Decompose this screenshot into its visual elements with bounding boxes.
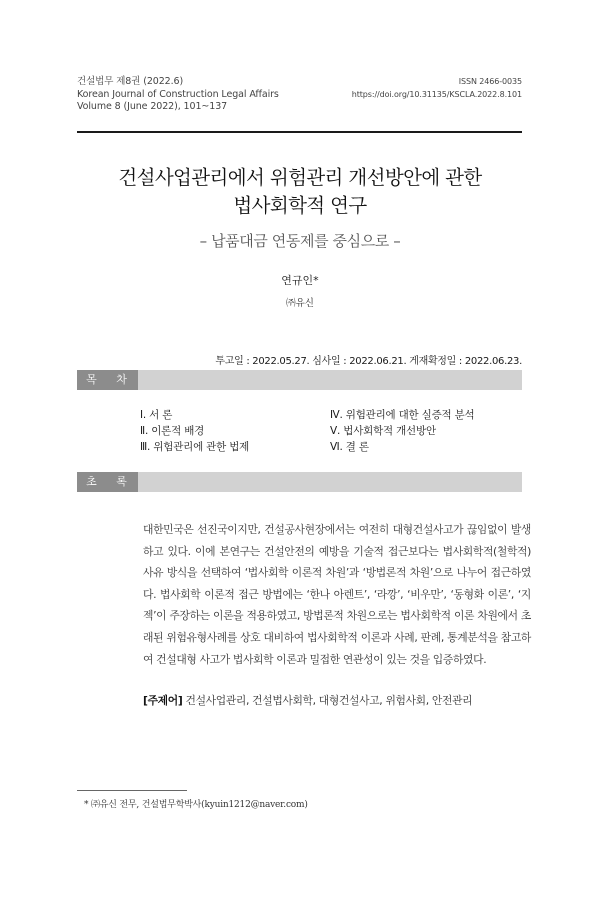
paper-title-line2: 법사회학적 연구 xyxy=(233,194,367,217)
issn: ISSN 2466-0035 xyxy=(458,77,522,86)
journal-name-ko: 건설법무 제8권 (2022.6) xyxy=(77,76,184,87)
keywords-label: [주제어] xyxy=(143,694,183,707)
toc-item: Ⅲ. 위험관리에 관한 법제 xyxy=(140,441,250,453)
abstract-text: 대한민국은 선진국이지만, 건설공사현장에서는 여전히 대형건설사고가 끊임없이 발생하고 있다. 이에 본연구는 건설안전의 예방을 기술적 접근보다는 법사회학적(철학적) 사유 방식을 선택하여 ‘법사회학 이론적 차원’과 ‘방법론적 차원’으로 나누어 접근하였다. 법사회학 이론적 접근 방법에는 ‘한나 아렌트’, ‘라깡’, ‘비우만’, ‘동형화 이론’, ‘지젝’이 주장하는 이론을 적용하였고, 방법론적 차원으로는 법사회학적 이론 차원에서 초래된 위험유형사례를 상호 대비하여 법사회학적 이론과 사례, 판례, 통계분석을 참고하여 건설대형 사고가 법사회학 이론과 밀접한 연관성이 있는 것을 입증하였다. xyxy=(143,523,531,666)
footnote-rule xyxy=(77,790,187,791)
journal-identifiers xyxy=(352,76,522,101)
abstract-header-bar xyxy=(77,472,522,492)
toc-header-bar xyxy=(77,370,522,390)
paper-subtitle: – 납품대금 연동제를 중심으로 – xyxy=(199,232,401,250)
submission-dates: 투고일 : 2022.05.27. 심사일 : 2022.06.21. 게재확정일 : 2022.06.23. xyxy=(215,356,522,367)
doi-link[interactable]: https://doi.org/10.31135/KSCLA.2022.8.101 xyxy=(351,89,522,99)
author-footnote: * ㈜유신 전무, 건설법무학박사(kyuin1212@naver.com) xyxy=(84,800,308,810)
keywords-list: 건설사업관리, 건설법사회학, 대형건설사고, 위험사회, 안전관리 xyxy=(185,694,473,707)
toc-right-column xyxy=(330,407,475,455)
toc-label: 목 차 xyxy=(77,370,138,390)
keywords xyxy=(143,693,533,708)
toc-item: Ⅳ. 위험관리에 대한 실증적 분석 xyxy=(330,409,475,421)
author-affiliation: ㈜유신 xyxy=(286,298,314,309)
toc-item: Ⅱ. 이론적 배경 xyxy=(140,425,205,437)
journal-volume: Volume 8 (June 2022), 101~137 xyxy=(77,101,228,112)
paper-title-line1: 건설사업관리에서 위험관리 개선방안에 관한 xyxy=(118,166,482,189)
toc-left-column xyxy=(140,407,249,455)
journal-info xyxy=(77,76,279,114)
toc-item: Ⅵ. 결 론 xyxy=(330,441,369,453)
toc-item: Ⅴ. 법사회학적 개선방안 xyxy=(330,425,436,437)
toc-item: Ⅰ. 서 론 xyxy=(140,409,173,421)
header-rule xyxy=(77,131,522,133)
author-name: 연규인* xyxy=(281,274,319,287)
journal-name-en: Korean Journal of Construction Legal Affairs xyxy=(77,88,279,100)
abstract-label: 초 록 xyxy=(77,472,138,492)
